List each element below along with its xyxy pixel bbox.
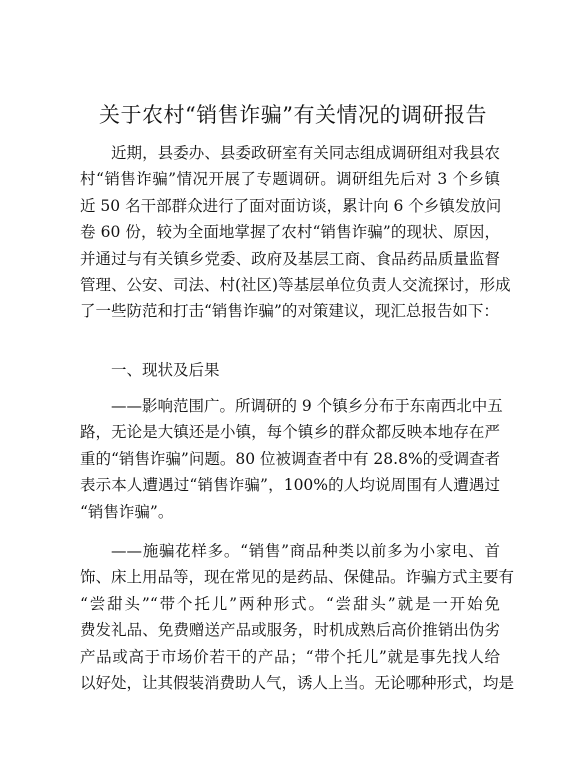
text-line: 费发礼品、免费赠送产品或服务，时机成熟后高价推销出伪劣 <box>80 621 500 640</box>
section-paragraph-methods <box>80 538 515 696</box>
document-title: 关于农村“销售诈骗”有关情况的调研报告 <box>99 103 487 127</box>
text-line: 重的“销售诈骗”问题。80 位被调查者中有 28.8%的受调查者 <box>80 449 501 468</box>
text-line: 以好处，让其假装消费助人气，诱人上当。无论哪种形式，均是 <box>80 673 515 692</box>
text-line: ——施骗花样多。“销售”商品种类以前多为小家电、首 <box>111 542 500 560</box>
text-line: 并通过与有关镇乡党委、政府及基层工商、食品药品质量监督 <box>80 249 500 268</box>
text-line: 饰、床上用品等，现在常见的是药品、保健品。诈骗方式主要有 <box>80 568 515 587</box>
text-line: 近 50 名干部群众进行了面对面访谈，累计向 6 个乡镇发放问 <box>80 196 502 215</box>
text-line: “销售诈骗”。 <box>80 502 174 521</box>
text-line: 了一些防范和打击“销售诈骗”的对策建议，现汇总报告如下： <box>80 302 499 321</box>
section-paragraph-scope <box>80 393 503 525</box>
text-line: 路，无论是大镇还是小镇，每个镇乡的群众都反映本地存在严 <box>80 423 500 442</box>
text-line: ——影响范围广。所调研的 9 个镇乡分布于东南西北中五 <box>111 397 503 415</box>
section-heading: 一、现状及后果 <box>111 361 220 379</box>
text-line: 卷 60 份，较为全面地掌握了农村“销售诈骗”的现状、原因， <box>80 223 500 242</box>
text-line: 表示本人遭遇过“销售诈骗”，100%的人均说周围有人遭遇过 <box>80 476 500 495</box>
text-line: “尝甜头”“带个托儿”两种形式。“尝甜头”就是一开始免 <box>80 594 500 613</box>
text-line: 村“销售诈骗”情况开展了专题调研。调研组先后对 3 个乡镇 <box>80 170 500 189</box>
text-line: 管理、公安、司法、村(社区)等基层单位负责人交流探讨，形成 <box>80 275 511 294</box>
text-line: 产品或高于市场价若干的产品；“带个托儿”就是事先找人给 <box>80 647 500 666</box>
text-line: 近期，县委办、县委政研室有关同志组成调研组对我县农 <box>111 144 500 162</box>
intro-paragraph <box>80 140 511 325</box>
